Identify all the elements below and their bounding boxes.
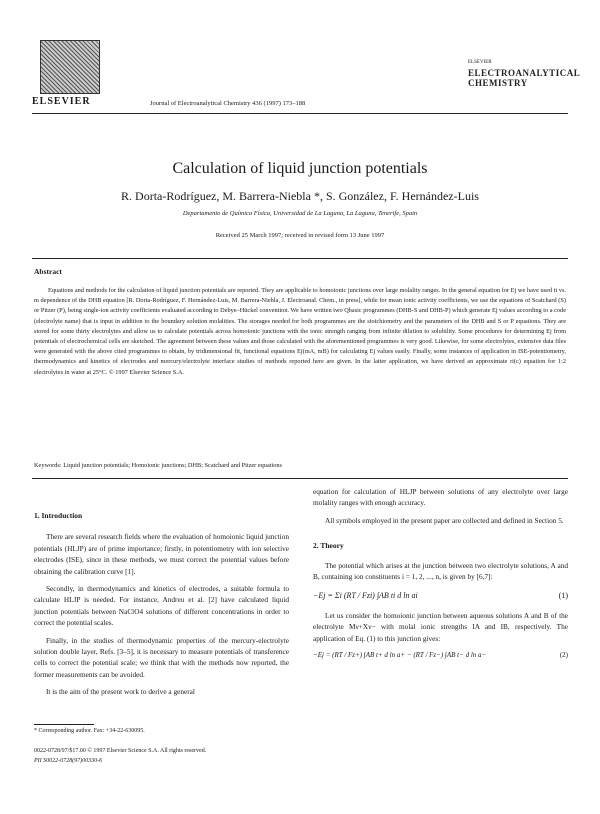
paper-title: Calculation of liquid junction potentials xyxy=(172,160,428,177)
elsevier-tree-logo xyxy=(40,40,100,94)
abstract-bottom-rule xyxy=(32,478,568,479)
abstract-heading: Abstract xyxy=(34,267,62,276)
intro-paragraph: There are several research fields where the evaluation of homoionic liquid junction potentials (HLJP) are of prime importance; firstly, in potentiometry with ion selective electrodes (ISE), since in these methods, we must correct the potential values before obtaining the calibration curve [1]. xyxy=(34,532,289,576)
authors: R. Dorta-Rodríguez, M. Barrera-Niebla *, S. González, F. Hernández-Luis xyxy=(121,189,479,203)
intro-paragraph: Finally, in the studies of thermodynamic properties of the mercury-electrolyte solution double layer, Refs. [3–5], it is necessary to measure potentials of transference cells to correct the potential scale; we think that with the methods now reported, the former measurements can be avoided. xyxy=(34,635,289,679)
equation-2-body: −Ej = (RT / Fz+) ∫AB t+ d ln a+ − (RT / Fz−) ∫AB t− d ln a− xyxy=(313,651,487,660)
intro-heading: 1. Introduction xyxy=(34,511,83,520)
sciencedirect-small-label: ELSEVIER xyxy=(468,60,492,65)
equation-1-body: −Ej = Σi (RT / Fzi) ∫AB ti d ln ai xyxy=(313,591,418,601)
keywords: Keywords: Liquid junction potentials; Homoionic junctions; DHB; Scatchard and Pitzer equations xyxy=(34,462,282,469)
left-column xyxy=(34,510,289,698)
affiliation: Departamento de Química Física, Universidad de La Laguna, La Laguna, Tenerife, Spain xyxy=(182,210,418,217)
journal-logo: ELECTROANALYTICAL CHEMISTRY xyxy=(468,68,580,88)
pii-line: PII S0022-0728(97)00330-6 xyxy=(34,758,103,764)
journal-reference: Journal of Electroanalytical Chemistry 436 (1997) 173–188 xyxy=(150,100,306,107)
symbols-paragraph: All symbols employed in the present paper are collected and defined in Section 5. xyxy=(325,515,564,525)
equation-2-number: (2) xyxy=(559,651,568,660)
right-column xyxy=(313,486,568,661)
header-rule xyxy=(32,113,568,114)
equation-1-number: (1) xyxy=(558,591,568,601)
intro-paragraph: It is the aim of the present work to derive a general xyxy=(46,687,195,697)
corresponding-author-footnote: * Corresponding author. Fax: +34-22-630095. xyxy=(34,728,145,734)
abstract-body: Equations and methods for the calculation of liquid junction potentials are reported. They are applicable to homoionic junctions over large molality ranges. In the general equation for Ej we have used ti vs. m dependence of the DHB equation [R. Dorta-Rodríguez, F. Hernández-Luis, M. Barrera-Niebla, J. Electroanal. Chem., in press], while for mean ionic activity coefficients, we use the equations of Scatchard (S) or Pitzer (P), being single-ion activity coefficients evaluated according to Debye–Hückel convention. We have written two Qbasic programmes (DHB-S and DHB-P) which generate Ej values according to a code (electrolyte name) that is input in addition to the boundary solution molalities. The storages needed for both programmes are the stoichiometry and the parameters of the DHB and S or P equations. They are stored for some thirty electrolytes and allow us to calculate potentials across homoionic junctions with the ionic strength ranging from infinite dilution to solubility. Some procedures for determining Ej from potentials of electrochemical cells are sketched. The agreement between these values and those calculated with the aforementioned programmes is very good. Likewise, for some electrolytes, extensive data files were generated with the above cited programmes to obtain, by tridimensional fit, functional equations Ej(mA, mB) for calculating Ej values easily. Finally, some instances of application in ISE-potentiometry, thermodynamics and kinetics of electrodes and mercury/electrolyte interface studies of methods reported here are given. In the latter application, we have derived an approximate ri(c) equation for 1:2 electrolytes in water at 25°C. © 1997 Elsevier Science S.A. xyxy=(34,287,566,376)
publisher-name: ELSEVIER xyxy=(32,96,91,107)
intro-paragraph: Secondly, in thermodynamics and kinetics of electrodes, a suitable formula to calculate HLJP is needed. For instance, Andreu et al. [2] have calculated liquid junction potentials between NaClO4 solutions of different concentrations in order to correct the potential scales. xyxy=(34,584,289,628)
abstract-top-rule xyxy=(32,258,568,259)
copyright-line: 0022-0728/97/$17.00 © 1997 Elsevier Science S.A. All rights reserved. xyxy=(34,748,207,754)
equation-2 xyxy=(313,650,568,661)
continued-paragraph: equation for calculation of HLJP between solutions of any electrolyte over large molality ranges with enough accuracy. xyxy=(313,487,568,508)
footnote-rule xyxy=(34,724,94,725)
equation-1 xyxy=(313,590,568,601)
copyright-block xyxy=(34,746,206,766)
theory-paragraph: The potential which arises at the junction between two electrolyte solutions, A and B, containing ion constituents i = 1, 2, ..., n, is given by [6,7]: xyxy=(313,560,568,582)
theory-heading: 2. Theory xyxy=(313,541,344,551)
received-dates: Received 25 March 1997; received in revised form 13 June 1997 xyxy=(215,232,385,239)
theory-paragraph: Let us consider the homoionic junction between aqueous solutions A and B of the electrolyte Mν+Xν− with molal ionic strengths IA and IB, respectively. The application of Eq. (1) to this junction gives: xyxy=(313,610,568,643)
